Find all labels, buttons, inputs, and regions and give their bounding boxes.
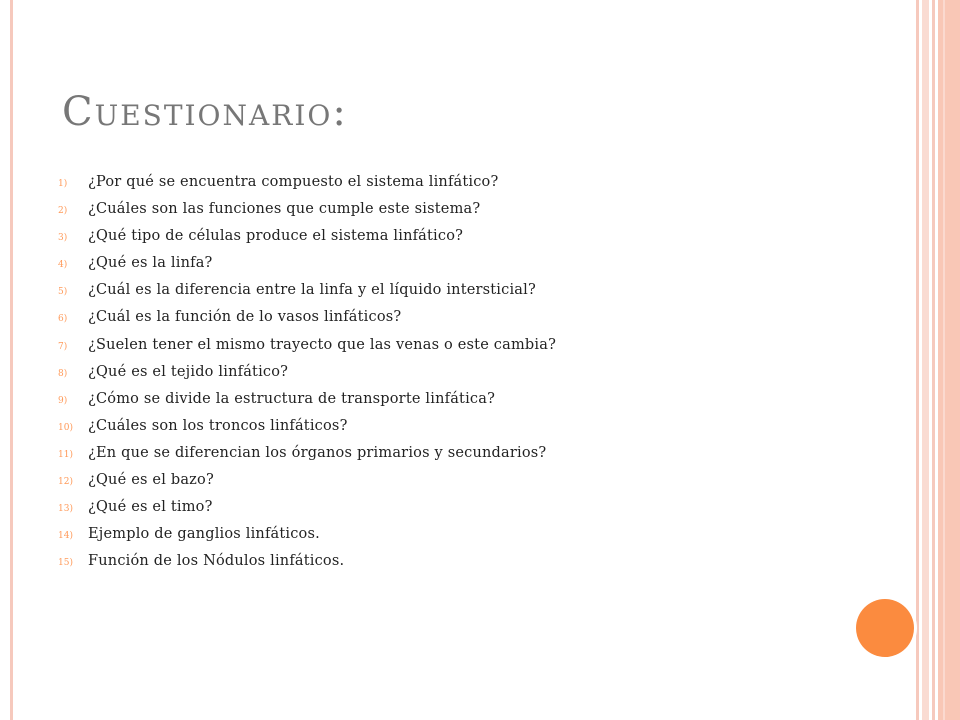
item-number: 9) xyxy=(58,395,68,406)
question-text: ¿Cuál es la función de lo vasos linfáticos? xyxy=(88,309,402,326)
item-number: 15) xyxy=(58,558,73,569)
question-text: ¿Cómo se divide la estructura de transporte linfática? xyxy=(88,390,496,407)
question-text: ¿Suelen tener el mismo trayecto que las venas o este cambia? xyxy=(88,336,557,353)
list-item xyxy=(58,445,878,472)
right-stripe xyxy=(938,0,960,720)
right-stripe xyxy=(943,0,945,720)
question-text: ¿Qué es la linfa? xyxy=(88,255,213,272)
item-number: 10) xyxy=(58,422,73,433)
question-text: ¿Cuál es la diferencia entre la linfa y el líquido intersticial? xyxy=(88,282,536,299)
item-number: 5) xyxy=(58,287,68,298)
item-number: 1) xyxy=(58,179,68,189)
item-number: 13) xyxy=(58,504,73,515)
question-text: ¿Qué es el timo? xyxy=(88,499,213,516)
item-number: 2) xyxy=(58,206,68,217)
item-number: 11) xyxy=(58,449,73,460)
list-item xyxy=(58,282,878,309)
item-number: 8) xyxy=(58,368,68,379)
orange-circle-decoration xyxy=(856,599,914,657)
item-number: 4) xyxy=(58,260,68,271)
list-item xyxy=(58,418,878,445)
list-item xyxy=(58,255,878,282)
list-item xyxy=(58,337,878,364)
question-list xyxy=(58,174,878,580)
question-text: ¿Cuáles son las funciones que cumple este sistema? xyxy=(88,201,481,218)
left-border-line xyxy=(10,0,13,720)
question-text: ¿Qué es el bazo? xyxy=(88,472,214,489)
right-stripe xyxy=(922,0,929,720)
list-item xyxy=(58,526,878,553)
right-stripe xyxy=(916,0,919,720)
list-item xyxy=(58,364,878,391)
item-number: 6) xyxy=(58,314,68,325)
item-number: 3) xyxy=(58,233,68,244)
item-number: 12) xyxy=(58,477,73,488)
question-text: ¿Por qué se encuentra compuesto el sistema linfático? xyxy=(88,174,499,190)
item-number: 14) xyxy=(58,531,73,542)
list-item xyxy=(58,228,878,255)
list-item xyxy=(58,472,878,499)
list-item xyxy=(58,391,878,418)
question-text: ¿En que se diferencian los órganos primarios y secundarios? xyxy=(88,444,547,461)
right-stripe xyxy=(932,0,935,720)
list-item xyxy=(58,201,878,228)
page-title: Cuestionario: xyxy=(62,89,348,135)
list-item xyxy=(58,309,878,336)
item-number: 7) xyxy=(58,341,68,352)
question-text: ¿Cuáles son los troncos linfáticos? xyxy=(88,417,348,434)
question-text: ¿Qué tipo de células produce el sistema linfático? xyxy=(88,228,464,245)
question-text: ¿Qué es el tejido linfático? xyxy=(88,363,289,380)
list-item xyxy=(58,553,878,580)
list-item xyxy=(58,499,878,526)
question-text: Función de los Nódulos linfáticos. xyxy=(88,553,345,570)
list-item xyxy=(58,174,878,201)
question-text: Ejemplo de ganglios linfáticos. xyxy=(88,526,320,543)
